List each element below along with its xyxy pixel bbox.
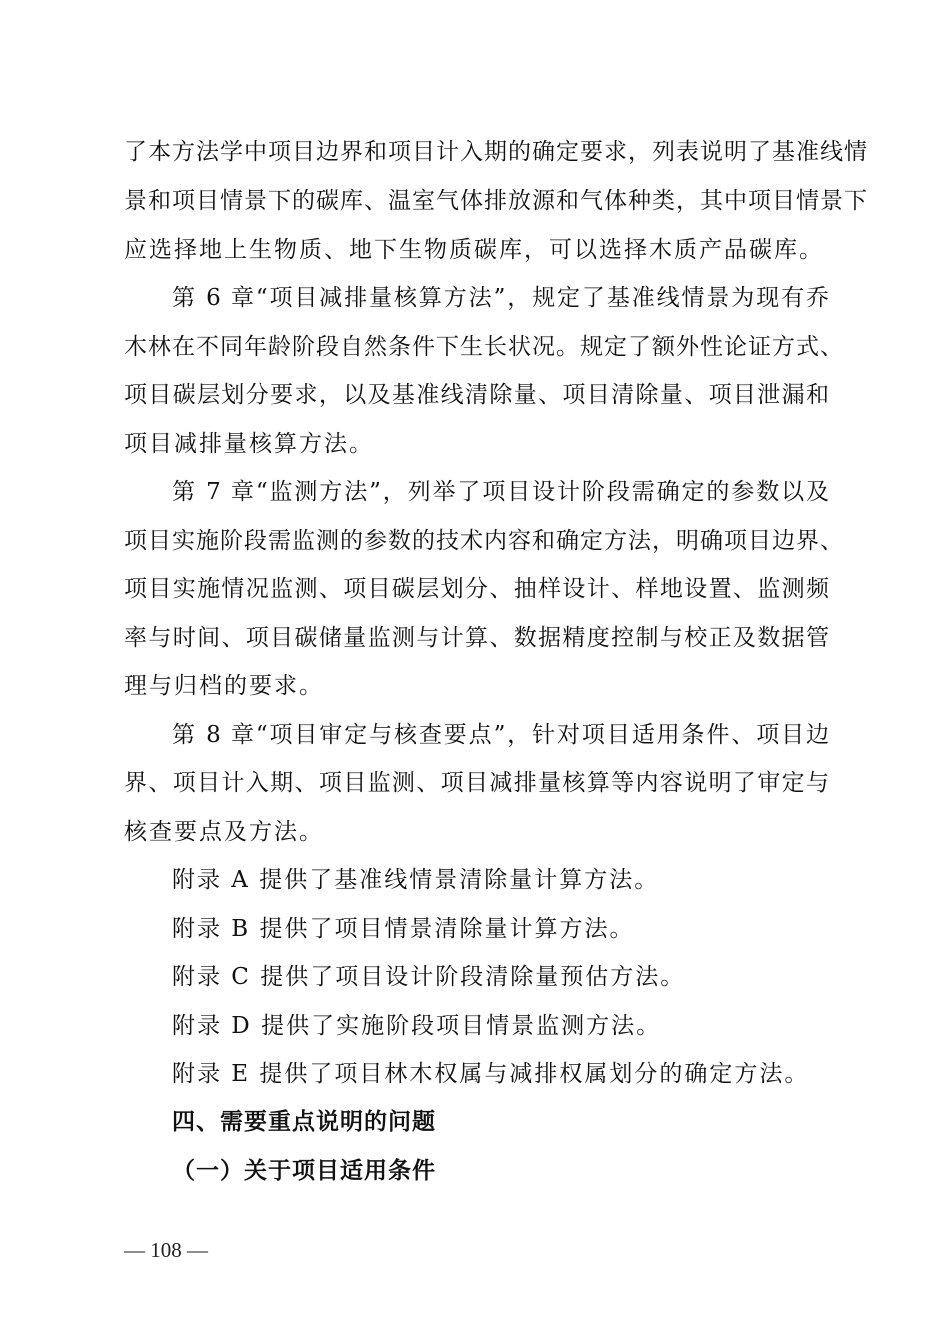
section-heading: 四、需要重点说明的问题 (172, 1109, 436, 1135)
paragraph-line: 项目减排量核算方法。 (124, 431, 374, 457)
paragraph-line: 项目实施阶段需监测的参数的技术内容和确定方法，明确项目边界、 (124, 528, 844, 554)
page-number: — 108 — (124, 1238, 208, 1262)
paragraph-line: 率与时间、项目碳储量监测与计算、数据精度控制与校正及数据管 (124, 625, 830, 651)
paragraph-line: 项目碳层划分要求，以及基准线清除量、项目清除量、项目泄漏和 (124, 382, 830, 408)
appendix-line: 附录 C 提供了项目设计阶段清除量预估方法。 (172, 964, 686, 990)
paragraph-line: 第 8 章“项目审定与核查要点”，针对项目适用条件、项目边 (172, 722, 830, 748)
appendix-line: 附录 B 提供了项目情景清除量计算方法。 (172, 916, 635, 942)
paragraph-line: 第 7 章“监测方法”，列举了项目设计阶段需确定的参数以及 (172, 479, 830, 505)
paragraph-line: 理与归档的要求。 (124, 673, 324, 699)
paragraph-line: 应选择地上生物质、地下生物质碳库，可以选择木质产品碳库。 (124, 237, 824, 263)
paragraph-line: 核查要点及方法。 (124, 819, 324, 845)
paragraph-line: 第 6 章“项目减排量核算方法”，规定了基准线情景为现有乔 (172, 285, 830, 311)
paragraph-line: 景和项目情景下的碳库、温室气体排放源和气体种类，其中项目情景下 (124, 188, 868, 214)
paragraph-line: 界、项目计入期、项目监测、项目减排量核算等内容说明了审定与 (124, 770, 830, 796)
appendix-line: 附录 D 提供了实施阶段项目情景监测方法。 (172, 1013, 662, 1039)
appendix-line: 附录 E 提供了项目林木权属与减排权属划分的确定方法。 (172, 1061, 810, 1087)
paragraph-line: 木林在不同年龄阶段自然条件下生长状况。规定了额外性论证方式、 (124, 334, 844, 360)
paragraph-line: 了本方法学中项目边界和项目计入期的确定要求，列表说明了基准线情 (124, 139, 868, 165)
paragraph-line: 项目实施情况监测、项目碳层划分、抽样设计、样地设置、监测频 (124, 576, 830, 602)
appendix-line: 附录 A 提供了基准线情景清除量计算方法。 (172, 867, 660, 893)
subsection-heading: （一）关于项目适用条件 (172, 1158, 436, 1184)
